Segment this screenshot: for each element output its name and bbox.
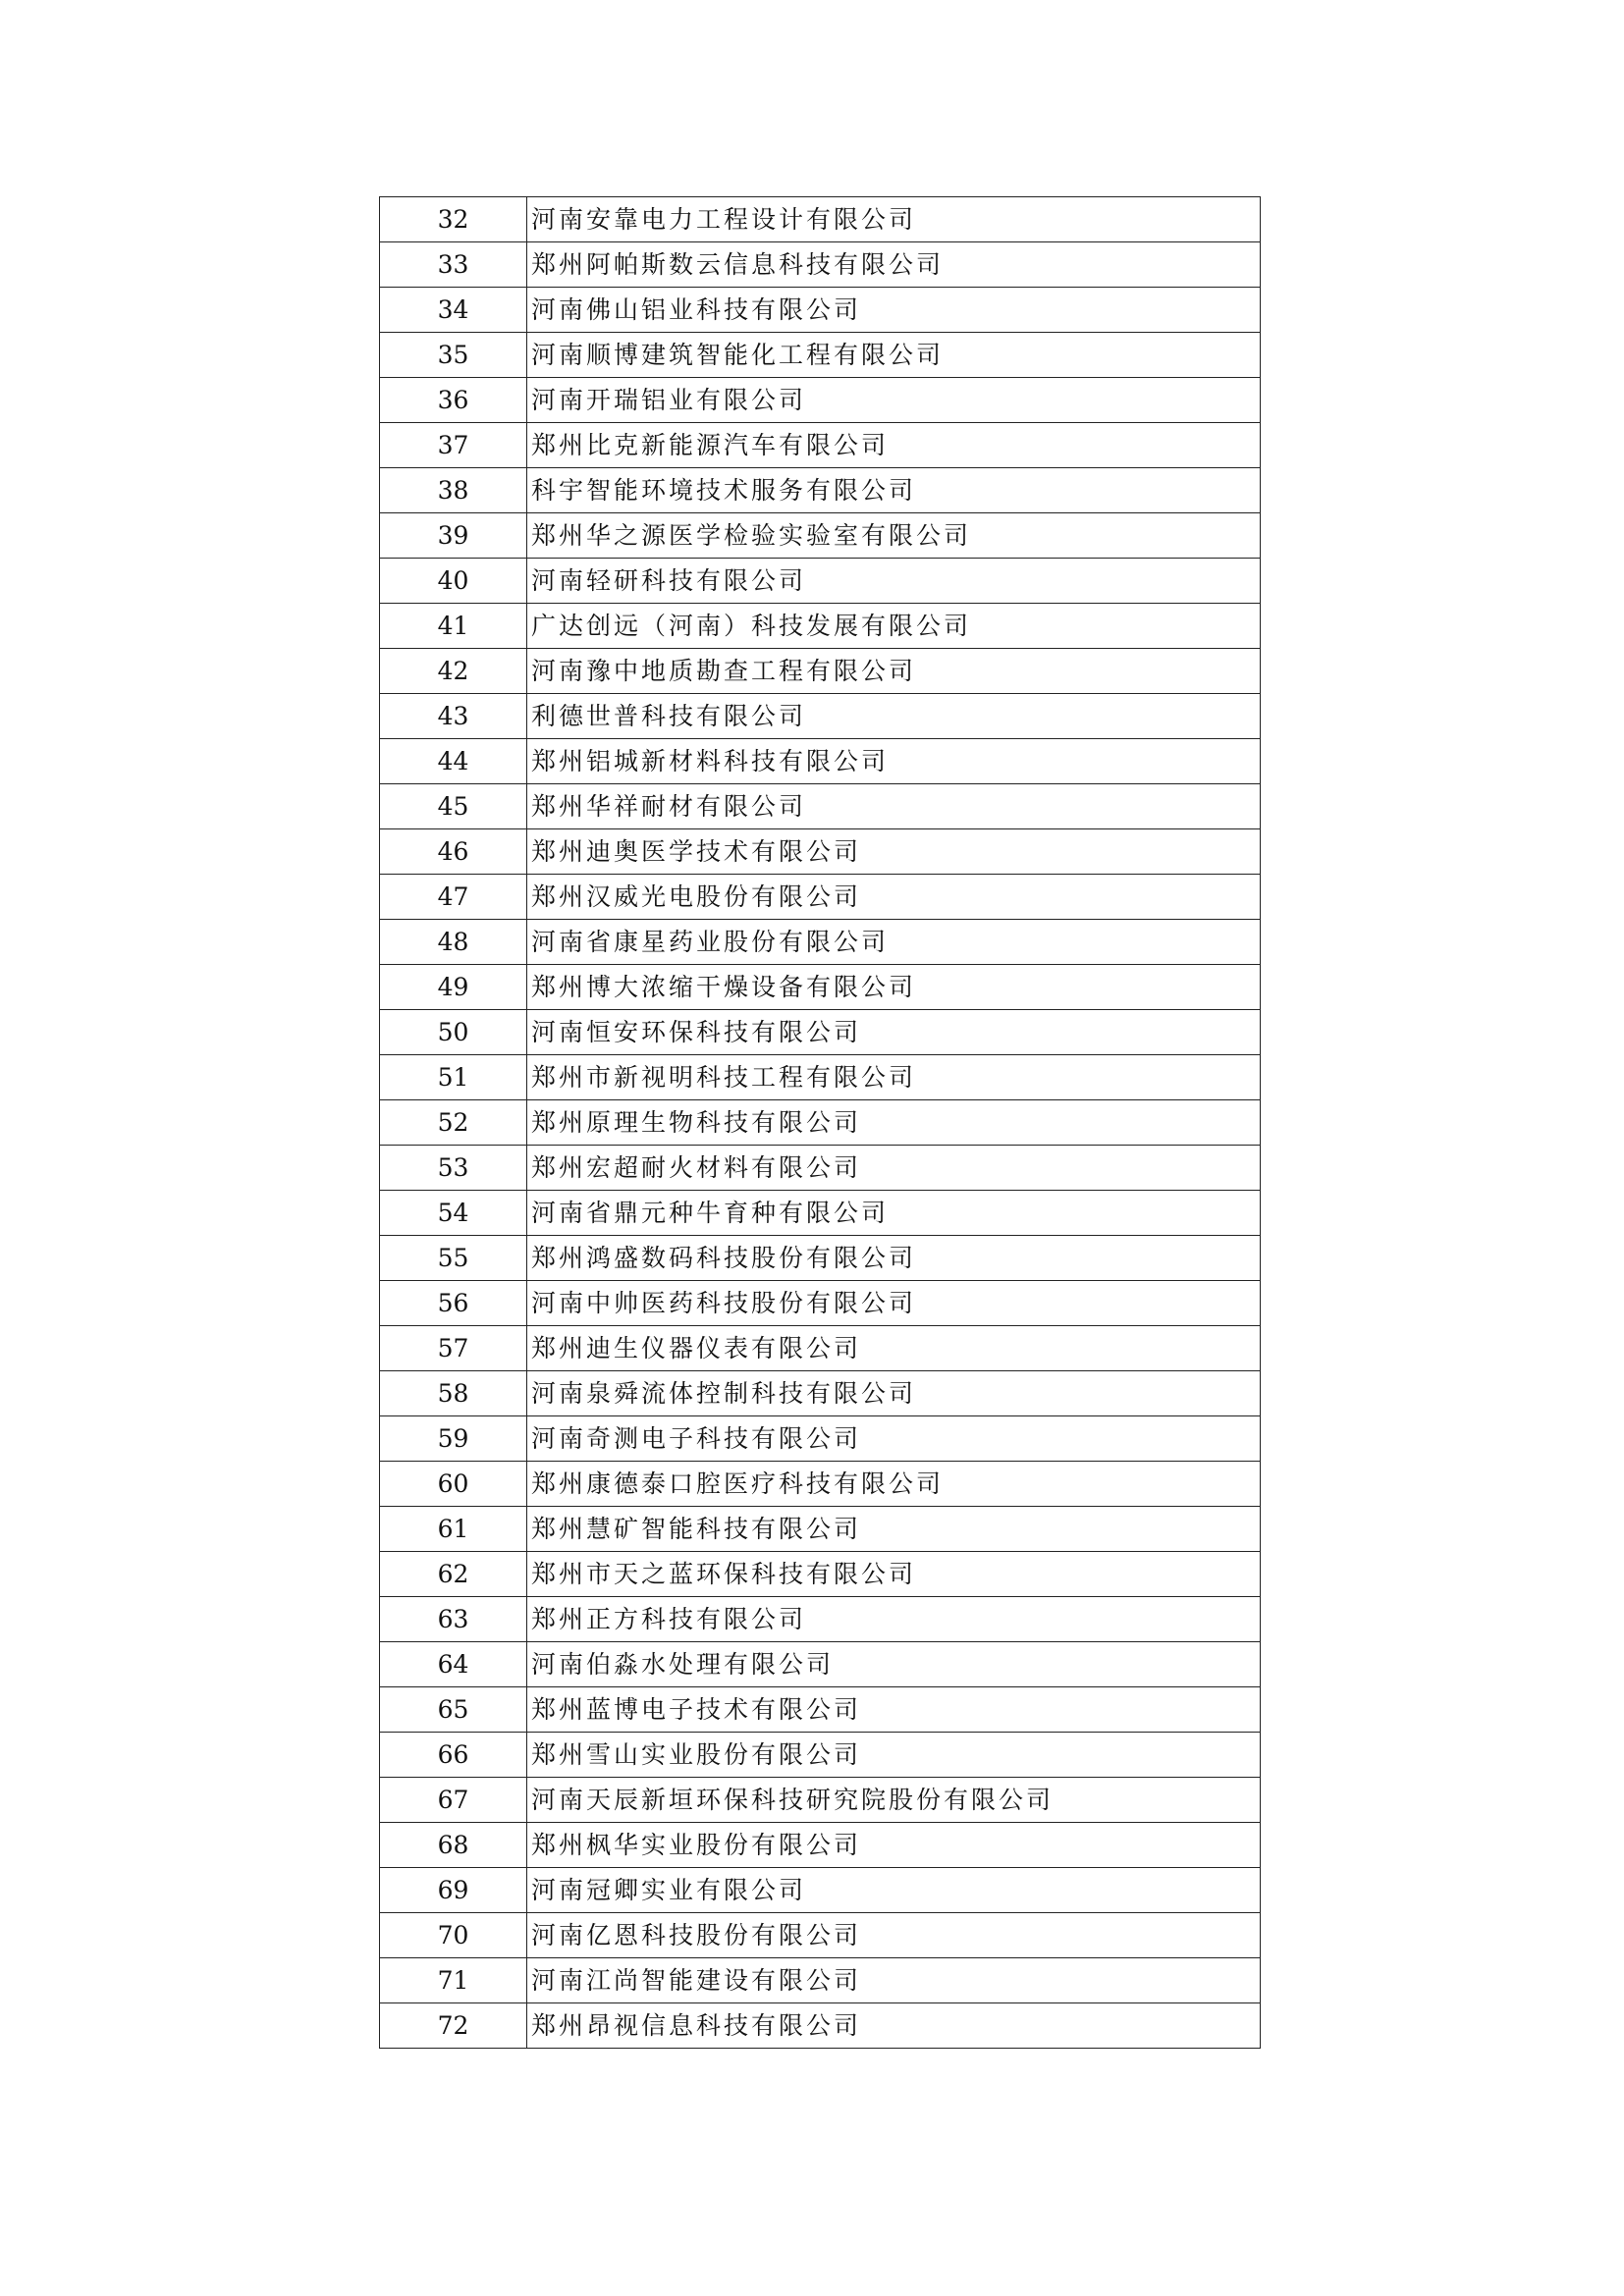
company-name-cell: 郑州慧矿智能科技有限公司 xyxy=(527,1507,1261,1552)
table-row xyxy=(380,1146,1261,1191)
row-number-cell: 43 xyxy=(380,694,527,739)
row-number-cell: 58 xyxy=(380,1371,527,1416)
row-number-cell: 64 xyxy=(380,1642,527,1687)
company-name-cell: 河南轻研科技有限公司 xyxy=(527,559,1261,604)
company-name-cell: 河南安靠电力工程设计有限公司 xyxy=(527,197,1261,242)
row-number-cell: 36 xyxy=(380,378,527,423)
table-row xyxy=(380,1687,1261,1733)
company-name-cell: 郑州昂视信息科技有限公司 xyxy=(527,2003,1261,2049)
company-name-cell: 郑州铝城新材料科技有限公司 xyxy=(527,739,1261,784)
table-row xyxy=(380,378,1261,423)
row-number-cell: 61 xyxy=(380,1507,527,1552)
company-name-cell: 河南豫中地质勘查工程有限公司 xyxy=(527,649,1261,694)
row-number-cell: 62 xyxy=(380,1552,527,1597)
company-name-cell: 河南顺博建筑智能化工程有限公司 xyxy=(527,333,1261,378)
row-number-cell: 55 xyxy=(380,1236,527,1281)
row-number-cell: 49 xyxy=(380,965,527,1010)
row-number-cell: 69 xyxy=(380,1868,527,1913)
company-name-cell: 河南开瑞铝业有限公司 xyxy=(527,378,1261,423)
table-row xyxy=(380,965,1261,1010)
company-name-cell: 郑州正方科技有限公司 xyxy=(527,1597,1261,1642)
table-row xyxy=(380,2003,1261,2049)
company-name-cell: 郑州汉威光电股份有限公司 xyxy=(527,875,1261,920)
row-number-cell: 45 xyxy=(380,784,527,829)
table-row xyxy=(380,333,1261,378)
company-name-cell: 河南亿恩科技股份有限公司 xyxy=(527,1913,1261,1958)
row-number-cell: 57 xyxy=(380,1326,527,1371)
row-number-cell: 51 xyxy=(380,1055,527,1100)
company-name-cell: 河南奇测电子科技有限公司 xyxy=(527,1416,1261,1462)
company-name-cell: 郑州康德泰口腔医疗科技有限公司 xyxy=(527,1462,1261,1507)
company-name-cell: 利德世普科技有限公司 xyxy=(527,694,1261,739)
company-name-cell: 郑州枫华实业股份有限公司 xyxy=(527,1823,1261,1868)
table-row xyxy=(380,242,1261,288)
company-name-cell: 河南冠卿实业有限公司 xyxy=(527,1868,1261,1913)
table-row xyxy=(380,1868,1261,1913)
company-name-cell: 郑州华祥耐材有限公司 xyxy=(527,784,1261,829)
table-row xyxy=(380,559,1261,604)
company-name-cell: 郑州原理生物科技有限公司 xyxy=(527,1100,1261,1146)
row-number-cell: 71 xyxy=(380,1958,527,2003)
row-number-cell: 37 xyxy=(380,423,527,468)
company-name-cell: 河南恒安环保科技有限公司 xyxy=(527,1010,1261,1055)
row-number-cell: 32 xyxy=(380,197,527,242)
table-row xyxy=(380,920,1261,965)
company-name-cell: 河南省康星药业股份有限公司 xyxy=(527,920,1261,965)
table-row xyxy=(380,1236,1261,1281)
table-row xyxy=(380,1326,1261,1371)
table-body xyxy=(380,197,1261,2049)
table-row xyxy=(380,1371,1261,1416)
company-name-cell: 河南省鼎元种牛育种有限公司 xyxy=(527,1191,1261,1236)
row-number-cell: 65 xyxy=(380,1687,527,1733)
row-number-cell: 50 xyxy=(380,1010,527,1055)
row-number-cell: 60 xyxy=(380,1462,527,1507)
row-number-cell: 56 xyxy=(380,1281,527,1326)
table-row xyxy=(380,829,1261,875)
company-name-cell: 郑州迪生仪器仪表有限公司 xyxy=(527,1326,1261,1371)
company-name-cell: 郑州市天之蓝环保科技有限公司 xyxy=(527,1552,1261,1597)
row-number-cell: 33 xyxy=(380,242,527,288)
table-row xyxy=(380,649,1261,694)
company-name-cell: 河南天辰新垣环保科技研究院股份有限公司 xyxy=(527,1778,1261,1823)
table-row xyxy=(380,1642,1261,1687)
table-row xyxy=(380,1462,1261,1507)
company-name-cell: 河南泉舜流体控制科技有限公司 xyxy=(527,1371,1261,1416)
row-number-cell: 70 xyxy=(380,1913,527,1958)
company-name-cell: 郑州华之源医学检验实验室有限公司 xyxy=(527,513,1261,559)
company-name-cell: 郑州鸿盛数码科技股份有限公司 xyxy=(527,1236,1261,1281)
table-row xyxy=(380,604,1261,649)
row-number-cell: 44 xyxy=(380,739,527,784)
table-row xyxy=(380,784,1261,829)
company-name-cell: 河南伯淼水处理有限公司 xyxy=(527,1642,1261,1687)
table-row xyxy=(380,875,1261,920)
company-name-cell: 河南江尚智能建设有限公司 xyxy=(527,1958,1261,2003)
row-number-cell: 41 xyxy=(380,604,527,649)
table-row xyxy=(380,288,1261,333)
row-number-cell: 54 xyxy=(380,1191,527,1236)
table-row xyxy=(380,1416,1261,1462)
table-row xyxy=(380,1191,1261,1236)
company-name-cell: 郑州博大浓缩干燥设备有限公司 xyxy=(527,965,1261,1010)
table-row xyxy=(380,197,1261,242)
company-name-cell: 河南中帅医药科技股份有限公司 xyxy=(527,1281,1261,1326)
company-name-cell: 郑州迪奥医学技术有限公司 xyxy=(527,829,1261,875)
row-number-cell: 63 xyxy=(380,1597,527,1642)
table-row xyxy=(380,694,1261,739)
table-row xyxy=(380,1281,1261,1326)
table-row xyxy=(380,1055,1261,1100)
row-number-cell: 59 xyxy=(380,1416,527,1462)
company-name-cell: 郑州市新视明科技工程有限公司 xyxy=(527,1055,1261,1100)
table-row xyxy=(380,1010,1261,1055)
company-name-cell: 郑州阿帕斯数云信息科技有限公司 xyxy=(527,242,1261,288)
row-number-cell: 72 xyxy=(380,2003,527,2049)
company-name-cell: 郑州宏超耐火材料有限公司 xyxy=(527,1146,1261,1191)
company-list-table xyxy=(379,196,1261,2049)
row-number-cell: 39 xyxy=(380,513,527,559)
row-number-cell: 68 xyxy=(380,1823,527,1868)
table-row xyxy=(380,1958,1261,2003)
table-row xyxy=(380,739,1261,784)
row-number-cell: 42 xyxy=(380,649,527,694)
table-row xyxy=(380,1778,1261,1823)
table-row xyxy=(380,423,1261,468)
table-row xyxy=(380,1913,1261,1958)
row-number-cell: 47 xyxy=(380,875,527,920)
row-number-cell: 48 xyxy=(380,920,527,965)
company-name-cell: 广达创远（河南）科技发展有限公司 xyxy=(527,604,1261,649)
table-row xyxy=(380,1100,1261,1146)
row-number-cell: 66 xyxy=(380,1733,527,1778)
row-number-cell: 38 xyxy=(380,468,527,513)
company-name-cell: 科宇智能环境技术服务有限公司 xyxy=(527,468,1261,513)
table-row xyxy=(380,468,1261,513)
row-number-cell: 34 xyxy=(380,288,527,333)
row-number-cell: 40 xyxy=(380,559,527,604)
table-row xyxy=(380,1597,1261,1642)
table-row xyxy=(380,1733,1261,1778)
row-number-cell: 53 xyxy=(380,1146,527,1191)
company-name-cell: 郑州雪山实业股份有限公司 xyxy=(527,1733,1261,1778)
row-number-cell: 67 xyxy=(380,1778,527,1823)
row-number-cell: 35 xyxy=(380,333,527,378)
table-row xyxy=(380,1552,1261,1597)
table-row xyxy=(380,1507,1261,1552)
table-row xyxy=(380,1823,1261,1868)
row-number-cell: 52 xyxy=(380,1100,527,1146)
company-name-cell: 河南佛山铝业科技有限公司 xyxy=(527,288,1261,333)
company-name-cell: 郑州比克新能源汽车有限公司 xyxy=(527,423,1261,468)
company-name-cell: 郑州蓝博电子技术有限公司 xyxy=(527,1687,1261,1733)
row-number-cell: 46 xyxy=(380,829,527,875)
table-row xyxy=(380,513,1261,559)
